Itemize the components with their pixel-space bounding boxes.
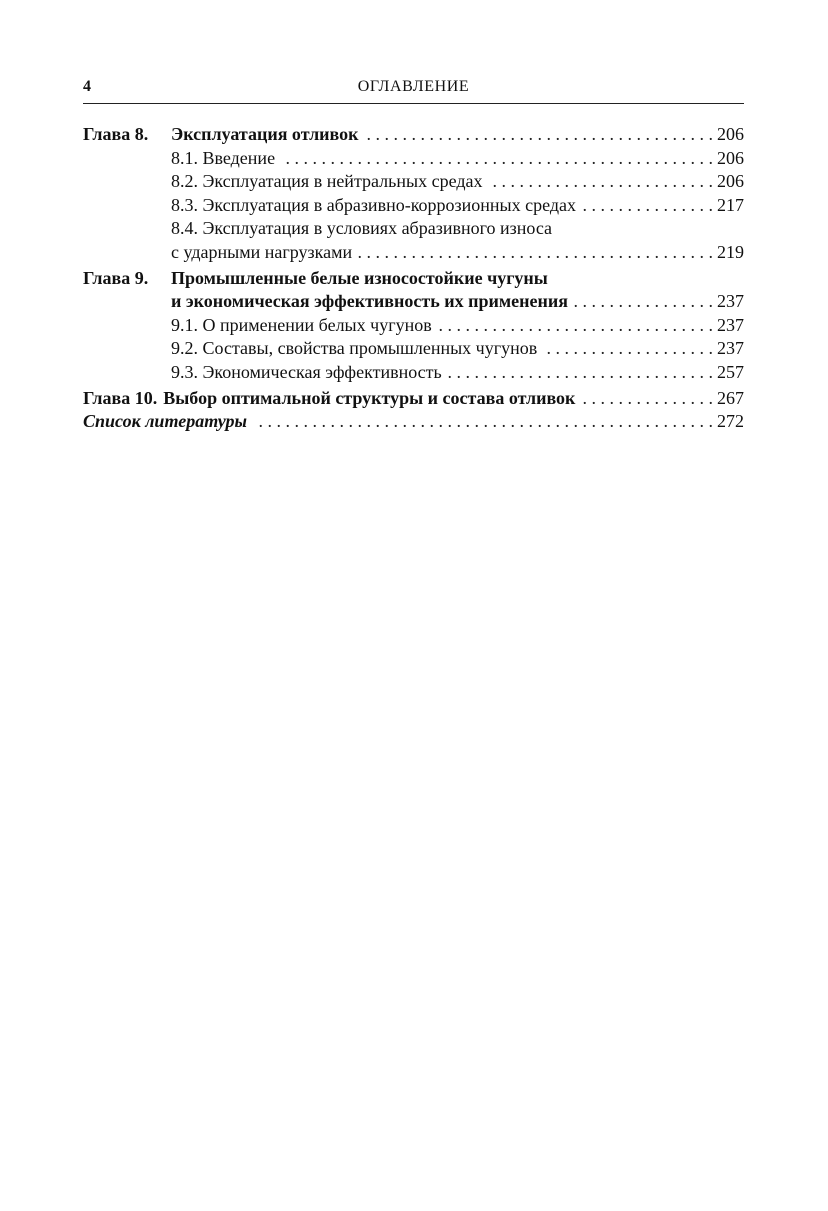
dot-leader xyxy=(543,337,713,361)
dot-leader xyxy=(365,123,713,147)
dot-leader xyxy=(438,314,713,338)
toc-section-8-4-line-1[interactable] xyxy=(83,217,744,241)
chapter-label: Глава 8. xyxy=(83,124,149,144)
page-ref: 206 xyxy=(717,124,744,144)
chapter-title: Промышленные белые износостойкие чугуны xyxy=(171,267,548,288)
dot-leader xyxy=(574,290,713,314)
toc-chapter-9-line-2[interactable] xyxy=(83,290,744,314)
toc-section-8-1[interactable] xyxy=(83,147,744,171)
toc-section-9-1[interactable] xyxy=(83,314,744,338)
page-ref: 267 xyxy=(717,387,744,408)
toc-chapter-8[interactable] xyxy=(83,123,744,147)
section-title: 8.2. Эксплуатация в нейтральных средах xyxy=(171,171,483,192)
chapter-title: Выбор оптимальной структуры и состава отливок xyxy=(163,387,576,408)
toc-section-8-3[interactable] xyxy=(83,194,744,218)
page-ref: 206 xyxy=(717,147,744,168)
running-head xyxy=(83,78,744,100)
page-ref: 237 xyxy=(717,338,744,359)
section-title: 8.4. Эксплуатация в условиях абразивного износа xyxy=(171,218,553,239)
page-ref: 217 xyxy=(717,194,744,215)
header-rule xyxy=(83,103,744,104)
dot-leader xyxy=(448,361,713,385)
dot-leader xyxy=(582,194,713,218)
toc-section-9-3[interactable] xyxy=(83,361,744,385)
page-number: 4 xyxy=(83,78,91,95)
page-ref: 257 xyxy=(717,361,744,382)
toc-section-8-2[interactable] xyxy=(83,170,744,194)
page-ref: 237 xyxy=(717,314,744,335)
section-title: 9.3. Экономическая эффективность xyxy=(171,361,442,382)
section-title-continued: с ударными нагрузками xyxy=(171,241,353,262)
table-of-contents xyxy=(83,123,744,434)
chapter-label: Глава 9. xyxy=(83,267,149,288)
toc-bibliography[interactable] xyxy=(83,410,744,434)
toc-section-9-2[interactable] xyxy=(83,337,744,361)
bibliography-title: Список литературы xyxy=(83,411,247,432)
page-ref: 219 xyxy=(717,241,744,262)
dot-leader xyxy=(581,387,713,411)
page-ref: 272 xyxy=(717,411,744,432)
section-title: 8.3. Эксплуатация в абразивно-коррозионных средах xyxy=(171,194,577,215)
page-ref: 206 xyxy=(717,171,744,192)
dot-leader xyxy=(253,410,713,434)
dot-leader xyxy=(488,170,713,194)
toc-chapter-9-line-1[interactable] xyxy=(83,267,744,291)
page-ref: 237 xyxy=(717,291,744,312)
toc-section-8-4-line-2[interactable] xyxy=(83,241,744,265)
chapter-title-continued: и экономическая эффективность их применения xyxy=(171,291,568,312)
section-title: 8.1. Введение xyxy=(171,147,276,168)
chapter-title: Эксплуатация отливок xyxy=(171,124,359,144)
section-title: 9.1. О применении белых чугунов xyxy=(171,314,432,335)
dot-leader xyxy=(358,241,713,265)
toc-chapter-10[interactable] xyxy=(83,387,744,411)
section-title: 9.2. Составы, свойства промышленных чугунов xyxy=(171,338,538,359)
chapter-label: Глава 10. xyxy=(83,387,158,408)
dot-leader xyxy=(281,147,713,171)
running-head-title: ОГЛАВЛЕНИЕ xyxy=(357,78,470,95)
